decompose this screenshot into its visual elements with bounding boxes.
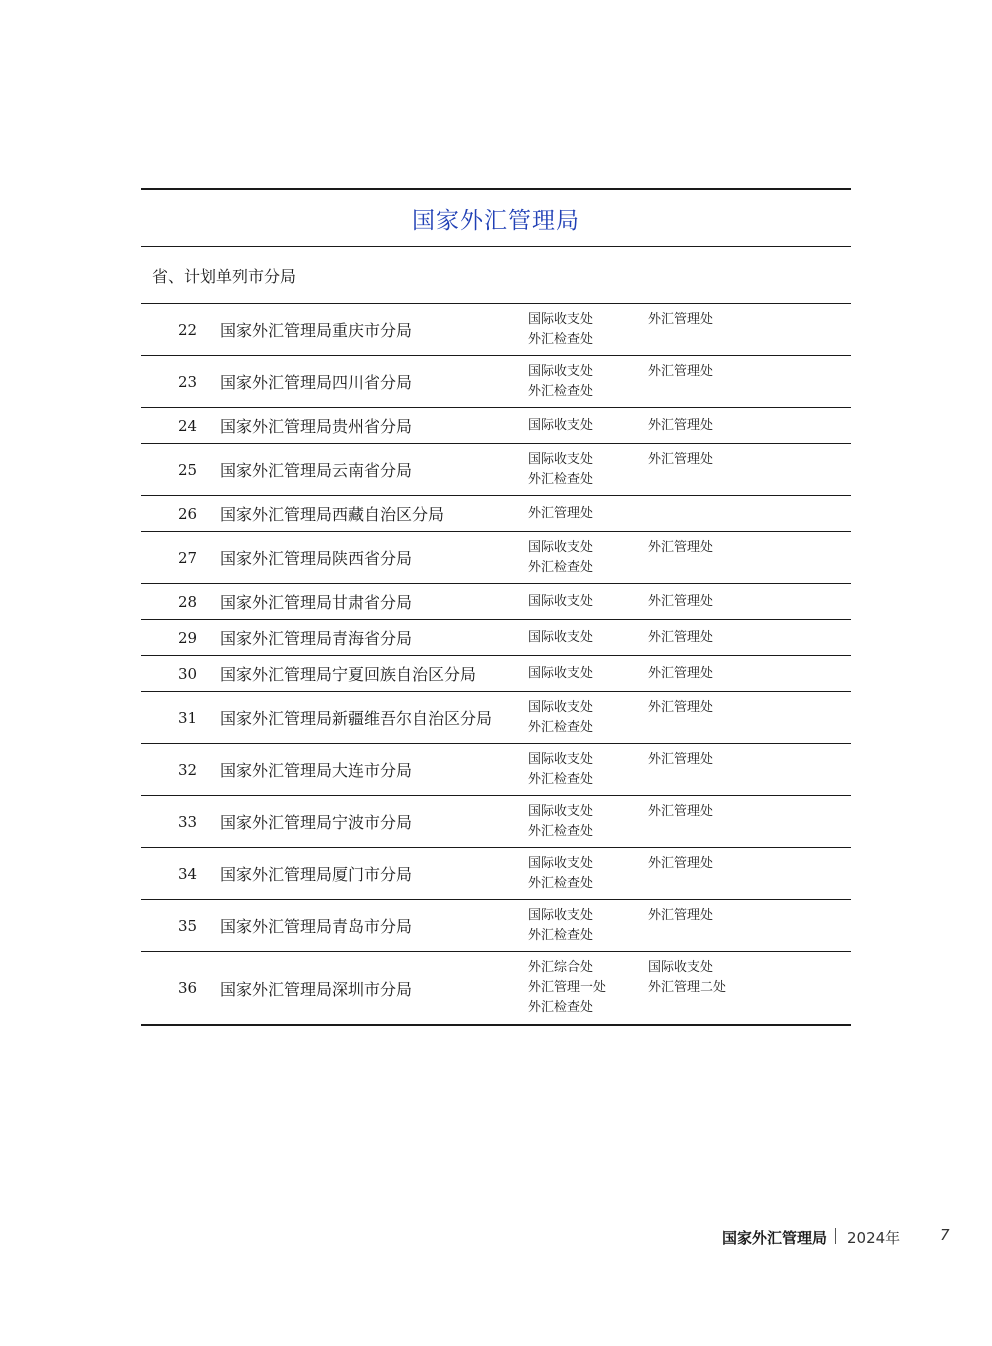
row-number: 23	[177, 372, 198, 391]
department-list	[528, 311, 768, 349]
branch-name: 国家外汇管理局甘肃省分局	[220, 593, 413, 612]
department-list	[528, 363, 768, 401]
row-number: 24	[177, 416, 198, 435]
row-number: 26	[177, 504, 198, 523]
branch-name: 国家外汇管理局云南省分局	[220, 461, 413, 480]
department-list	[528, 539, 768, 577]
department-item: 外汇检查处	[528, 771, 594, 787]
branch-name: 国家外汇管理局宁波市分局	[220, 813, 413, 832]
table-row	[141, 848, 851, 900]
footer-divider	[835, 1228, 836, 1244]
row-number: 30	[177, 664, 198, 683]
department-item: 国际收支处	[528, 855, 594, 871]
department-item: 外汇检查处	[528, 383, 594, 399]
department-item: 国际收支处	[528, 803, 594, 819]
department-item: 国际收支处	[648, 960, 714, 975]
branch-name: 国家外汇管理局重庆市分局	[220, 321, 413, 340]
department-item: 外汇管理处	[648, 451, 714, 467]
branch-name: 国家外汇管理局贵州省分局	[220, 417, 413, 436]
department-list	[528, 505, 768, 523]
branch-name: 国家外汇管理局青岛市分局	[220, 917, 413, 936]
department-list	[528, 699, 768, 737]
page-footer	[0, 1226, 992, 1248]
table-row	[141, 656, 851, 692]
table-row	[141, 496, 851, 532]
department-item: 国际收支处	[528, 665, 594, 681]
branch-name: 国家外汇管理局宁夏回族自治区分局	[220, 665, 477, 684]
department-item: 外汇检查处	[528, 927, 594, 943]
department-item: 外汇管理处	[648, 907, 714, 923]
department-list	[528, 803, 768, 841]
row-number: 35	[177, 916, 198, 935]
row-number: 28	[177, 592, 198, 611]
branch-name: 国家外汇管理局四川省分局	[220, 373, 413, 392]
row-number: 25	[177, 460, 198, 479]
table-row	[141, 532, 851, 584]
table-row	[141, 692, 851, 744]
department-item: 外汇检查处	[528, 471, 594, 487]
department-list	[528, 665, 768, 683]
branch-name: 国家外汇管理局西藏自治区分局	[220, 505, 445, 524]
department-item: 外汇管理处	[648, 539, 714, 555]
footer-year: 2024年	[847, 1229, 901, 1247]
footer-org: 国家外汇管理局	[721, 1229, 827, 1247]
department-item: 外汇管理一处	[528, 980, 607, 995]
department-item: 外汇管理处	[648, 593, 714, 609]
branch-name: 国家外汇管理局大连市分局	[220, 761, 413, 780]
branch-name: 国家外汇管理局新疆维吾尔自治区分局	[220, 709, 493, 728]
row-number: 29	[177, 628, 198, 647]
table-row	[141, 620, 851, 656]
section-heading: 省、计划单列市分局	[141, 247, 851, 304]
table-title: 国家外汇管理局	[141, 190, 851, 247]
page-number: 7	[940, 1226, 950, 1244]
department-item: 外汇管理二处	[648, 980, 727, 995]
department-item: 外汇管理处	[648, 363, 714, 379]
department-item: 国际收支处	[528, 907, 594, 923]
branch-name: 国家外汇管理局青海省分局	[220, 629, 413, 648]
row-number: 34	[177, 864, 198, 883]
department-item: 外汇管理处	[648, 629, 714, 645]
department-item: 国际收支处	[528, 751, 594, 767]
table-row	[141, 900, 851, 952]
table-row	[141, 408, 851, 444]
department-item: 外汇检查处	[528, 719, 594, 735]
department-item: 外汇管理处	[648, 311, 714, 327]
department-list	[528, 593, 768, 611]
department-item: 国际收支处	[528, 629, 594, 645]
department-item: 外汇检查处	[528, 331, 594, 347]
department-item: 国际收支处	[528, 451, 594, 467]
department-item: 外汇检查处	[528, 1000, 594, 1015]
department-list	[528, 417, 768, 435]
department-item: 国际收支处	[528, 539, 594, 555]
department-item: 外汇综合处	[528, 960, 594, 975]
department-item: 外汇管理处	[648, 751, 714, 767]
department-item: 外汇管理处	[648, 855, 714, 871]
branch-table	[141, 188, 851, 1026]
department-item: 外汇检查处	[528, 875, 594, 891]
row-number: 22	[177, 320, 198, 339]
row-number: 27	[177, 548, 198, 567]
branch-name: 国家外汇管理局深圳市分局	[220, 979, 413, 999]
department-list	[528, 751, 768, 789]
department-list	[528, 959, 768, 1017]
row-number: 31	[177, 708, 198, 727]
department-item: 外汇检查处	[528, 823, 594, 839]
table-row	[141, 356, 851, 408]
department-list	[528, 451, 768, 489]
table-row	[141, 304, 851, 356]
row-number: 33	[177, 812, 198, 831]
department-item: 外汇管理处	[648, 417, 714, 433]
row-number: 36	[177, 979, 198, 997]
department-item: 国际收支处	[528, 417, 594, 433]
department-item: 国际收支处	[528, 363, 594, 379]
department-item: 国际收支处	[528, 699, 594, 715]
row-number: 32	[177, 760, 198, 779]
table-row	[141, 744, 851, 796]
department-list	[528, 629, 768, 647]
table-row	[141, 444, 851, 496]
table-row	[141, 796, 851, 848]
branch-name: 国家外汇管理局陕西省分局	[220, 549, 413, 568]
department-list	[528, 855, 768, 893]
department-item: 外汇管理处	[528, 505, 594, 521]
department-list	[528, 907, 768, 945]
table-row	[141, 584, 851, 620]
department-item: 国际收支处	[528, 311, 594, 327]
department-item: 外汇管理处	[648, 699, 714, 715]
department-item: 国际收支处	[528, 593, 594, 609]
table-row	[141, 952, 851, 1024]
table-body	[141, 304, 851, 1024]
department-item: 外汇管理处	[648, 665, 714, 681]
department-item: 外汇检查处	[528, 559, 594, 575]
branch-name: 国家外汇管理局厦门市分局	[220, 865, 413, 884]
department-item: 外汇管理处	[648, 803, 714, 819]
